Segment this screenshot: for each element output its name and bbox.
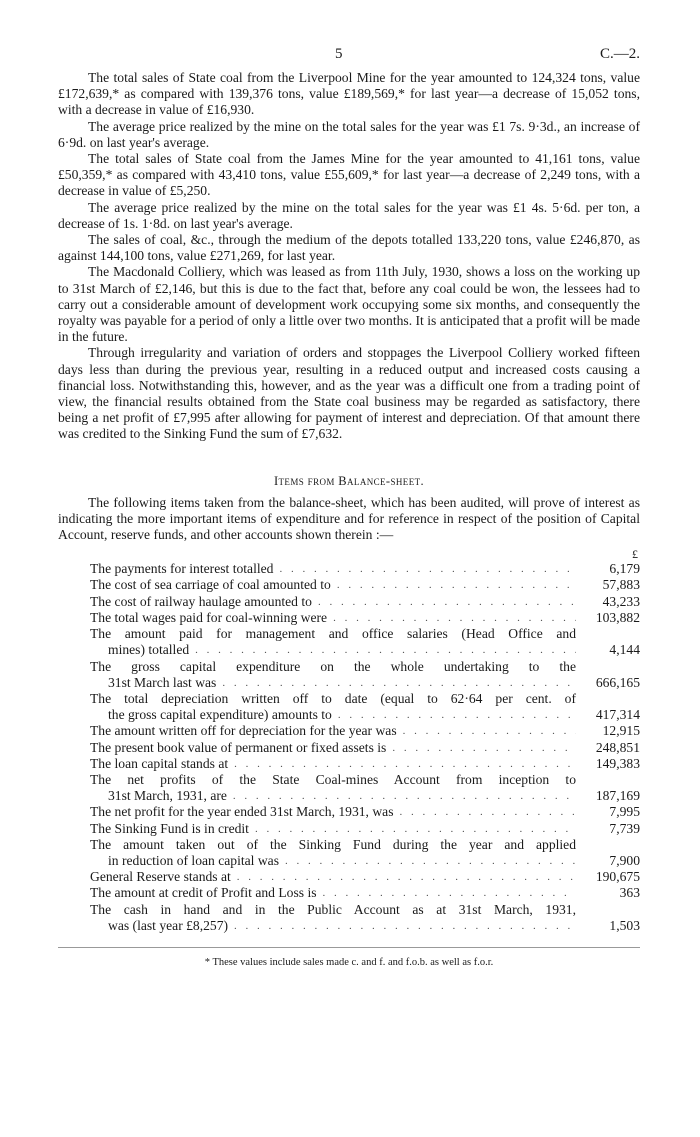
item-line-text: The net profits of the State Coal-mines Account from inception to	[90, 771, 576, 787]
item-description	[90, 723, 576, 739]
item-value: 43,233	[602, 593, 640, 609]
item-line	[90, 821, 576, 837]
item-description	[90, 740, 576, 756]
item-line	[90, 869, 576, 885]
dot-leader	[331, 577, 576, 593]
paragraph-depot-sales: The sales of coal, &c., through the medium of the depots totalled 133,220 tons, value £246,870, as against 144,100 tons, value £271,269, for last year.	[58, 232, 640, 264]
balance-sheet-item	[58, 691, 640, 723]
paragraph-james-sales: The total sales of State coal from the James Mine for the year amounted to 41,161 tons, value £50,359,* as compared with 43,410 tons, value £55,609,* for last year—a decrease of 2,249 tons, with a decrease in value of £5,250.	[58, 151, 640, 199]
item-line	[90, 707, 576, 723]
item-line	[90, 594, 576, 610]
item-description	[90, 577, 576, 593]
item-line-text: in reduction of loan capital was	[108, 852, 279, 868]
dot-leader	[279, 853, 576, 869]
item-line-text: The cost of sea carriage of coal amounted to	[90, 577, 331, 593]
item-value: 190,675	[595, 869, 640, 885]
item-line-text: 31st March last was	[108, 674, 217, 690]
item-line	[90, 723, 576, 739]
item-line	[90, 691, 576, 707]
item-line-text: The net profit for the year ended 31st March, 1931, was	[90, 804, 394, 820]
item-line-text: The cost of railway haulage amounted to	[90, 593, 312, 609]
paragraph-liverpool-sales: The total sales of State coal from the Liverpool Mine for the year amounted to 124,324 tons, value £172,639,* as compared with 139,376 tons, value £189,569,* for last year—a decrease of 15,052 tons, with a decrease in value of £16,930.	[58, 70, 640, 118]
item-value: 149,383	[595, 755, 640, 771]
item-description	[90, 869, 576, 885]
item-value: 57,883	[602, 577, 640, 593]
item-line-text: mines) totalled	[108, 642, 190, 658]
paragraph-liverpool-price: The average price realized by the mine on the total sales for the year was £1 7s. 9·3d., an increase of 6·9d. on last year's average.	[58, 118, 640, 150]
dot-leader	[227, 788, 576, 804]
balance-sheet-item	[58, 869, 640, 885]
item-value: 4,144	[609, 642, 640, 658]
item-value: 103,882	[595, 609, 640, 625]
balance-sheet-item	[58, 804, 640, 820]
item-line	[90, 756, 576, 772]
item-line-text: was (last year £8,257)	[108, 917, 229, 933]
balance-sheet-item	[58, 610, 640, 626]
dot-leader	[228, 756, 576, 772]
item-line	[90, 837, 576, 853]
balance-sheet-item	[58, 885, 640, 901]
balance-sheet-item	[58, 626, 640, 658]
item-line-text: The total wages paid for coal-winning were	[90, 609, 328, 625]
item-line-text: The total depreciation written off to date (equal to 62·64 per cent. of	[90, 690, 576, 706]
item-line-text: General Reserve stands at	[90, 869, 231, 885]
item-line-text: The gross capital expenditure on the whole undertaking to the	[90, 658, 576, 674]
item-description	[90, 659, 576, 691]
item-value: 7,995	[609, 804, 640, 820]
balance-sheet-item	[58, 902, 640, 934]
item-value: 6,179	[609, 561, 640, 577]
dot-leader	[327, 610, 576, 626]
item-line-text: The cash in hand and in the Public Account as at 31st March, 1931,	[90, 901, 576, 917]
item-line	[90, 675, 576, 691]
item-description	[90, 594, 576, 610]
item-line-text: The amount paid for management and office salaries (Head Office and	[90, 626, 576, 642]
dot-leader	[312, 594, 576, 610]
document-page	[58, 46, 640, 968]
item-value: 7,739	[609, 820, 640, 836]
dot-leader	[332, 707, 576, 723]
item-description	[90, 561, 576, 577]
item-value: 12,915	[602, 723, 640, 739]
item-line	[90, 642, 576, 658]
item-line-text: 31st March, 1931, are	[108, 788, 227, 804]
section-title: Items from Balance-sheet.	[273, 473, 425, 488]
item-description	[90, 837, 576, 869]
balance-sheet-item	[58, 561, 640, 577]
balance-sheet-item	[58, 740, 640, 756]
footnote-divider	[58, 947, 640, 948]
item-description	[90, 902, 576, 934]
page-header	[58, 46, 640, 66]
item-line-text: The amount at credit of Profit and Loss is	[90, 885, 317, 901]
item-line	[90, 885, 576, 901]
item-line-text: The Sinking Fund is in credit	[90, 820, 249, 836]
dot-leader	[394, 804, 577, 820]
item-line-text: The payments for interest totalled	[90, 561, 274, 577]
item-description	[90, 772, 576, 804]
item-line-text: the gross capital expenditure) amounts to	[108, 707, 332, 723]
balance-sheet-item	[58, 821, 640, 837]
report-body	[58, 70, 640, 443]
item-description	[90, 691, 576, 723]
balance-sheet-item	[58, 772, 640, 804]
balance-sheet-item	[58, 577, 640, 593]
item-value: 666,165	[595, 674, 640, 690]
item-line-text: The loan capital stands at	[90, 755, 229, 771]
item-value: 7,900	[609, 852, 640, 868]
dot-leader	[228, 918, 576, 934]
item-line	[90, 577, 576, 593]
item-value: 1,503	[609, 917, 640, 933]
balance-sheet-item	[58, 837, 640, 869]
balance-sheet-item	[58, 594, 640, 610]
item-value: 417,314	[595, 707, 640, 723]
page-number: 5	[335, 46, 343, 62]
item-line	[90, 918, 576, 934]
section-intro-block	[58, 495, 640, 544]
dot-leader	[189, 642, 576, 658]
item-description	[90, 626, 576, 658]
section-intro: The following items taken from the balance-sheet, which has been audited, will prove of interest as indicating the more important items of expenditure and for reference in respect of the position of Capital Account, reserve funds, and other accounts shown therein :—	[58, 494, 640, 543]
item-line	[90, 561, 576, 577]
item-line	[90, 788, 576, 804]
item-line	[90, 853, 576, 869]
balance-sheet-item	[58, 723, 640, 739]
dot-leader	[386, 740, 576, 756]
item-line	[90, 804, 576, 820]
item-line-text: The amount taken out of the Sinking Fund during the year and applied	[90, 836, 576, 852]
dot-leader	[397, 723, 576, 739]
item-line	[90, 772, 576, 788]
dot-leader	[249, 821, 576, 837]
paragraph-macdonald-colliery: The Macdonald Colliery, which was leased as from 11th July, 1930, shows a loss on the working up to 31st March of £2,146, but this is due to the fact that, before any coal could be won, the lessees had to carry out a considerable amount of development work occupying some six months, and consequently the royalty was payable for a period of only a little over two months. It is anticipated that a profit will be made in the future.	[58, 264, 640, 345]
footnote: * These values include sales made c. and f. and f.o.b. as well as f.o.r.	[204, 956, 494, 968]
item-description	[90, 756, 576, 772]
balance-sheet-item	[58, 659, 640, 691]
item-value: 187,169	[595, 788, 640, 804]
item-line	[90, 610, 576, 626]
item-line-text: The amount written off for depreciation for the year was	[90, 723, 397, 739]
item-description	[90, 821, 576, 837]
item-value: 363	[619, 885, 640, 901]
item-description	[90, 804, 576, 820]
item-line	[90, 659, 576, 675]
item-value: 248,851	[595, 739, 640, 755]
balance-sheet-item	[58, 756, 640, 772]
item-line	[90, 740, 576, 756]
paragraph-james-price: The average price realized by the mine on the total sales for the year was £1 4s. 5·6d. per ton, a decrease of 1s. 1·8d. on last year's average.	[58, 199, 640, 231]
dot-leader	[317, 885, 576, 901]
item-line	[90, 902, 576, 918]
document-code: C.—2.	[599, 46, 640, 62]
item-line-text: The present book value of permanent or fixed assets is	[90, 739, 387, 755]
paragraph-financial-results: Through irregularity and variation of orders and stoppages the Liverpool Colliery worked fifteen days less than during the previous year, resulting in a reduced output and increased costs causing a financial loss. Notwithstanding this, however, and as the year was a difficult one from a trading point of view, the financial results obtained from the State coal business may be regarded as satisfactory, there being a net profit of £7,995 after allowing for payment of interest and depreciation. Of that amount there was credited to the Sinking Fund the sum of £7,632.	[58, 345, 640, 442]
item-description	[90, 885, 576, 901]
dot-leader	[231, 869, 576, 885]
item-line	[90, 626, 576, 642]
item-description	[90, 610, 576, 626]
currency-symbol: £	[632, 547, 638, 562]
dot-leader	[216, 675, 576, 691]
dot-leader	[273, 561, 576, 577]
balance-sheet-items	[58, 561, 640, 934]
